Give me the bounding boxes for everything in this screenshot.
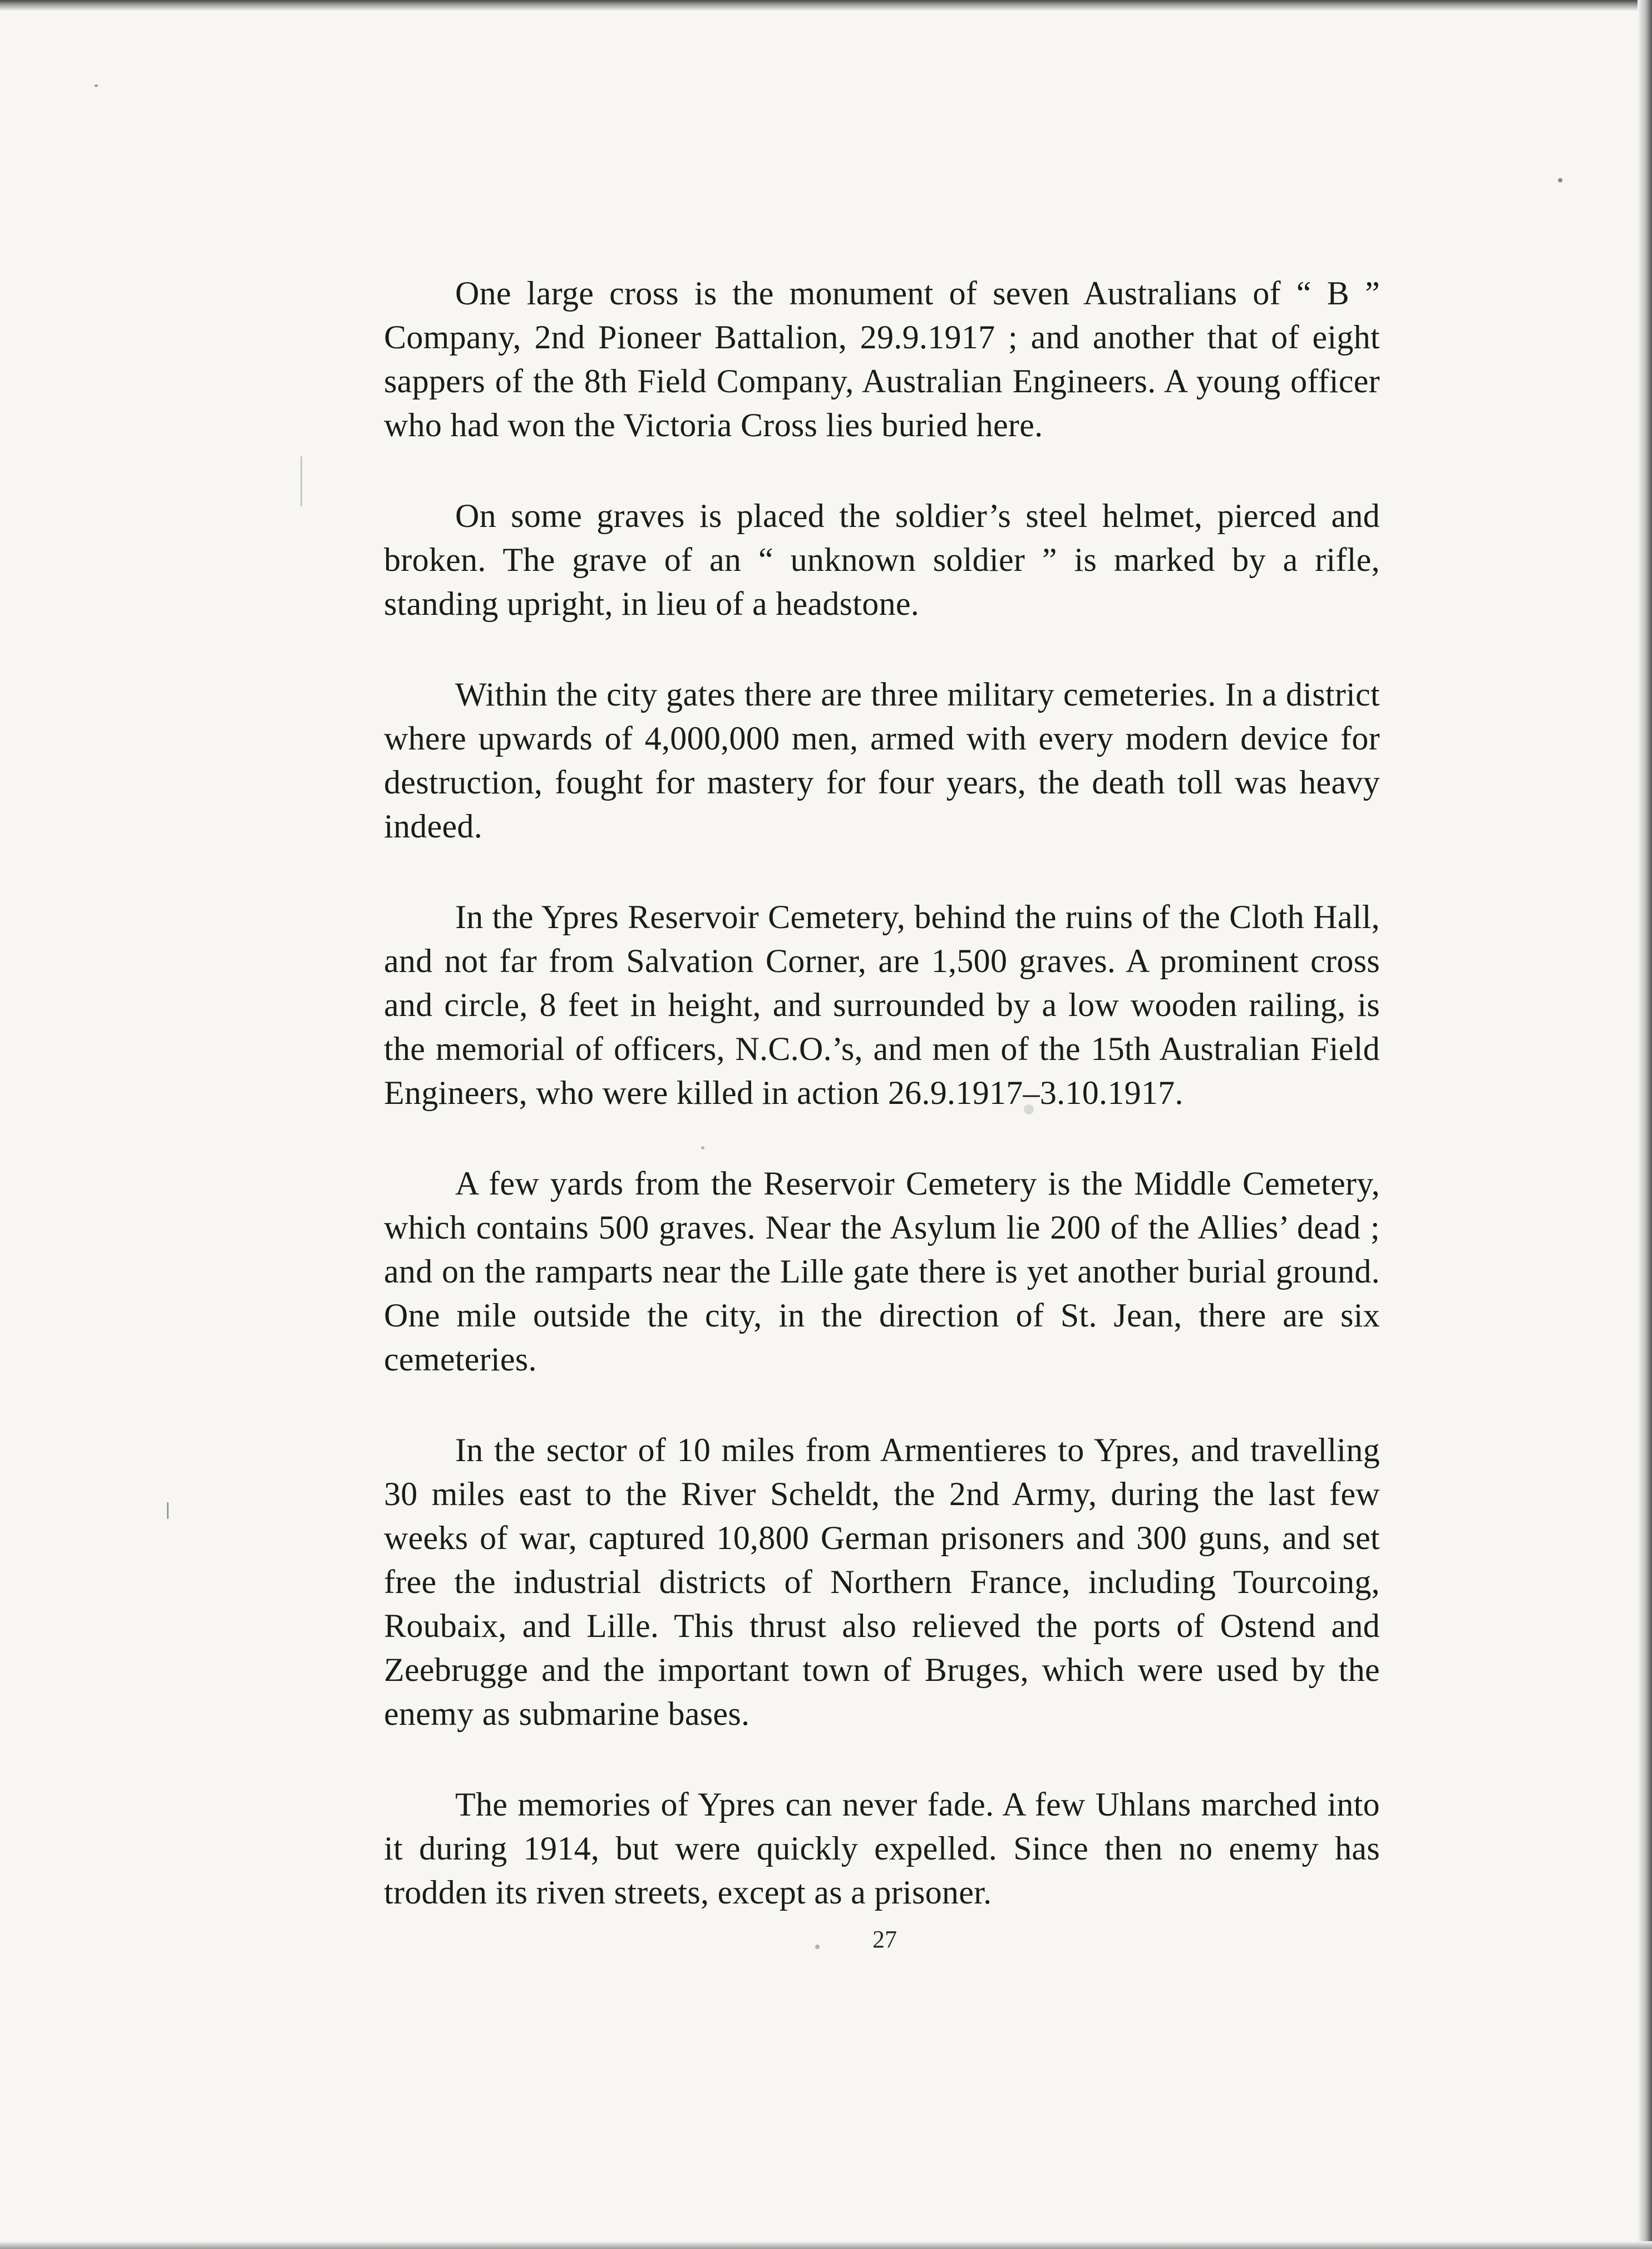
paragraph: Within the city gates there are three military cemeteries. In a district where upwards of 4,000,000 men, armed with every modern device for destruction, fought for mastery for four years, the death toll was heavy indeed. <box>384 676 1380 845</box>
scan-speck <box>95 85 98 87</box>
paragraph: The memories of Ypres can never fade. A few Uhlans marched into it during 1914, but were quickly expelled. Since then no enemy has trodden its riven streets, except as a prisoner. <box>384 1786 1380 1911</box>
page-number: 27 <box>872 1926 897 1953</box>
body-text <box>384 272 1380 1915</box>
scan-speck <box>300 456 302 506</box>
top-page-edge <box>0 0 1652 11</box>
paragraph: One large cross is the monument of seven Australians of “ B ” Company, 2nd Pioneer Battalion, 29.9.1917 ; and another that of eight sappers of the 8th Field Company, Australian Engineers. A young officer who had won the Victoria Cross lies buried here. <box>384 275 1380 443</box>
bottom-page-edge <box>0 2241 1652 2249</box>
right-page-edge <box>1638 0 1652 2249</box>
scan-speck <box>167 1502 169 1519</box>
paragraph: On some graves is placed the soldier’s steel helmet, pierced and broken. The grave of an “ unknown soldier ” is marked by a rifle, standing upright, in lieu of a headstone. <box>384 497 1380 622</box>
scan-speck <box>1558 178 1562 183</box>
paragraph: A few yards from the Reservoir Cemetery is the Middle Cemetery, which contains 500 graves. Near the Asylum lie 200 of the Allies’ dead ; and on the ramparts near the Lille gate there is yet another burial ground. One mile outside the city, in the direction of St. Jean, there are six cemeteries. <box>384 1165 1380 1378</box>
paragraph: In the Ypres Reservoir Cemetery, behind the ruins of the Cloth Hall, and not far from Salvation Corner, are 1,500 graves. A prominent cross and circle, 8 feet in height, and surrounded by a low wooden railing, is the memorial of officers, N.C.O.’s, and men of the 15th Australian Field Engineers, who were killed in action 26.9.1917–3.10.1917. <box>384 899 1380 1111</box>
scan-speck <box>815 1945 820 1949</box>
paragraph: In the sector of 10 miles from Armentieres to Ypres, and travelling 30 miles east to the River Scheldt, the 2nd Army, during the last few weeks of war, captured 10,800 German prisoners and 300 guns, and set free the industrial districts of Northern France, including Tourcoing, Roubaix, and Lille. This thrust also relieved the ports of Ostend and Zeebrugge and the important town of Bruges, which were used by the enemy as submarine bases. <box>384 1432 1380 1732</box>
